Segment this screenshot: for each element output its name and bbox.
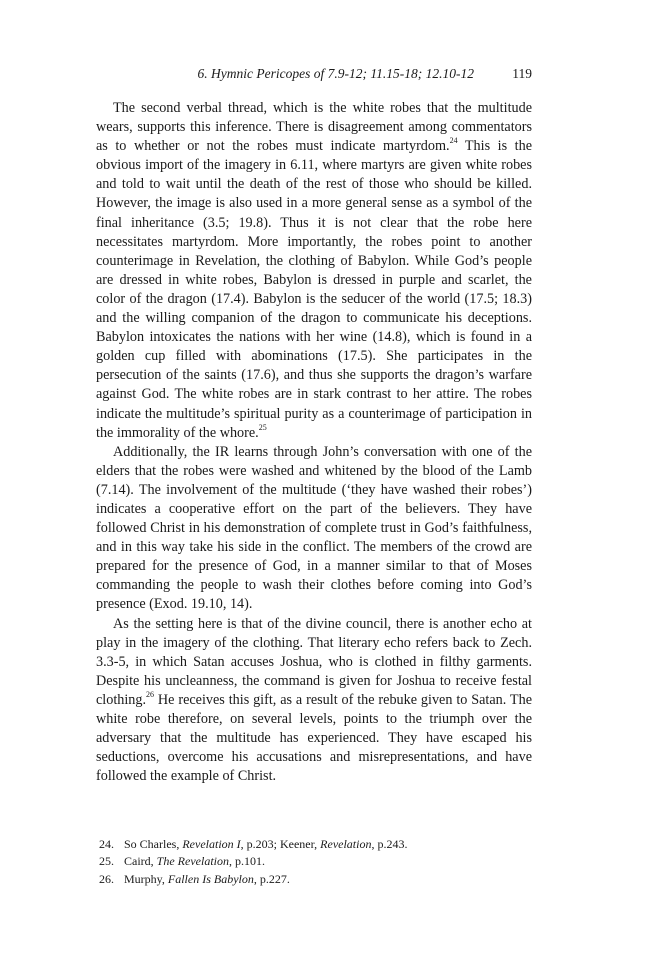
paragraph-text: He receives this gift, as a result of the rebuke given to Satan. The white robe therefore, on several levels, points to the triumph over the adversary that the multitude has experienced. They have escaped his seductions, overcome his accusations and misrepresentations, and have followed the example of Christ. [96,691,532,785]
footnote-ref: 25 [258,422,267,432]
footnote-text: Caird, The Revelation, p.101. [124,854,265,869]
footnote-24: 24 . So Charles, Revelation I, p.203; Keener, Revelation, p.243. [96,836,532,853]
footnote-number: 25 [99,854,111,869]
footnotes [96,836,532,888]
running-head [96,64,532,84]
paragraph-divine-council [96,615,532,787]
paragraph-text: Additionally, the IR learns through John’s conversation with one of the elders that the robes were washed and whitened by the blood of the Lamb (7.14). The involvement of the multitude (‘they have washed their robes’) indicates a cooperative effort on the part of the believers. They have followed Christ in his demonstration of complete trust in God’s faithfulness, and in this way take his side in the conflict. The members of the crowd are prepared for the presence of God, in a manner similar to that of Moses commanding the people to wash their clothes before coming into God’s presence (Exod. 19.10, 14). [96,443,532,613]
paragraph-text: The second verbal thread, which is the white robes that the multitude wears, supports this inference. There is disagreement among commentators as to whether or not the robes must indicate martyrdom. [96,100,532,155]
paragraph-text: As the setting here is that of the divine council, there is another echo at play in the imagery of the clothing. That literary echo refers back to Zech. 3.3-5, in which Satan accuses Joshua, who is clothed in filthy garments. Despite his uncleanness, the command is given for Joshua to receive festal clothing. [96,615,532,708]
running-title: 6. Hymnic Pericopes of 7.9-12; 11.15-18; 12.10-12 [197,66,474,81]
body-text [96,99,532,786]
footnote-text: Murphy, Fallen Is Babylon, p.227. [124,871,290,886]
footnote-ref: 24 [449,136,458,146]
footnote-number: 24 [99,837,111,851]
paragraph-robes-inference [96,99,532,443]
paragraph-text: This is the obvious import of the imagery in 6.11, where martyrs are given white robes and told to wait until the death of the rest of those who should be killed. However, the image is also used in a more general sense as a symbol of the final inheritance (3.5; 19.8). Thus it is not clear that the robe here necessitates martyrdom. More importantly, the robes point to another counterimage in Revelation, the clothing of Babylon. While God’s people are dressed in white robes, Babylon is dressed in purple and scarlet, the color of the dragon (17.4). Babylon is the seducer of the world (17.5; 18.3) and the willing companion of the dragon to communicate his deceptions. Babylon intoxicates the nations with her wine (14.8), which is found in a golden cup filled with abominations (17.5). She participates in the persecution of the saints (17.6), and thus she supports the dragon’s warfare against God. The white robes are in stark contrast to her attire. The robes indicate the multitude’s spiritual purity as a counterimage of participation in the immorality of the whore. [96,138,532,441]
footnote-number: 26 [99,871,111,886]
footnote-25: 25 . Caird, The Revelation, p.101. [96,853,532,870]
page-number: 119 [512,66,532,81]
paragraph-washed-robes [96,443,532,615]
footnote-text: So Charles, Revelation I, p.203; Keener, Revelation, p.243. [124,837,408,851]
footnote-ref: 26 [146,690,155,700]
footnote-26: 26 . Murphy, Fallen Is Babylon, p.227. [96,871,532,888]
